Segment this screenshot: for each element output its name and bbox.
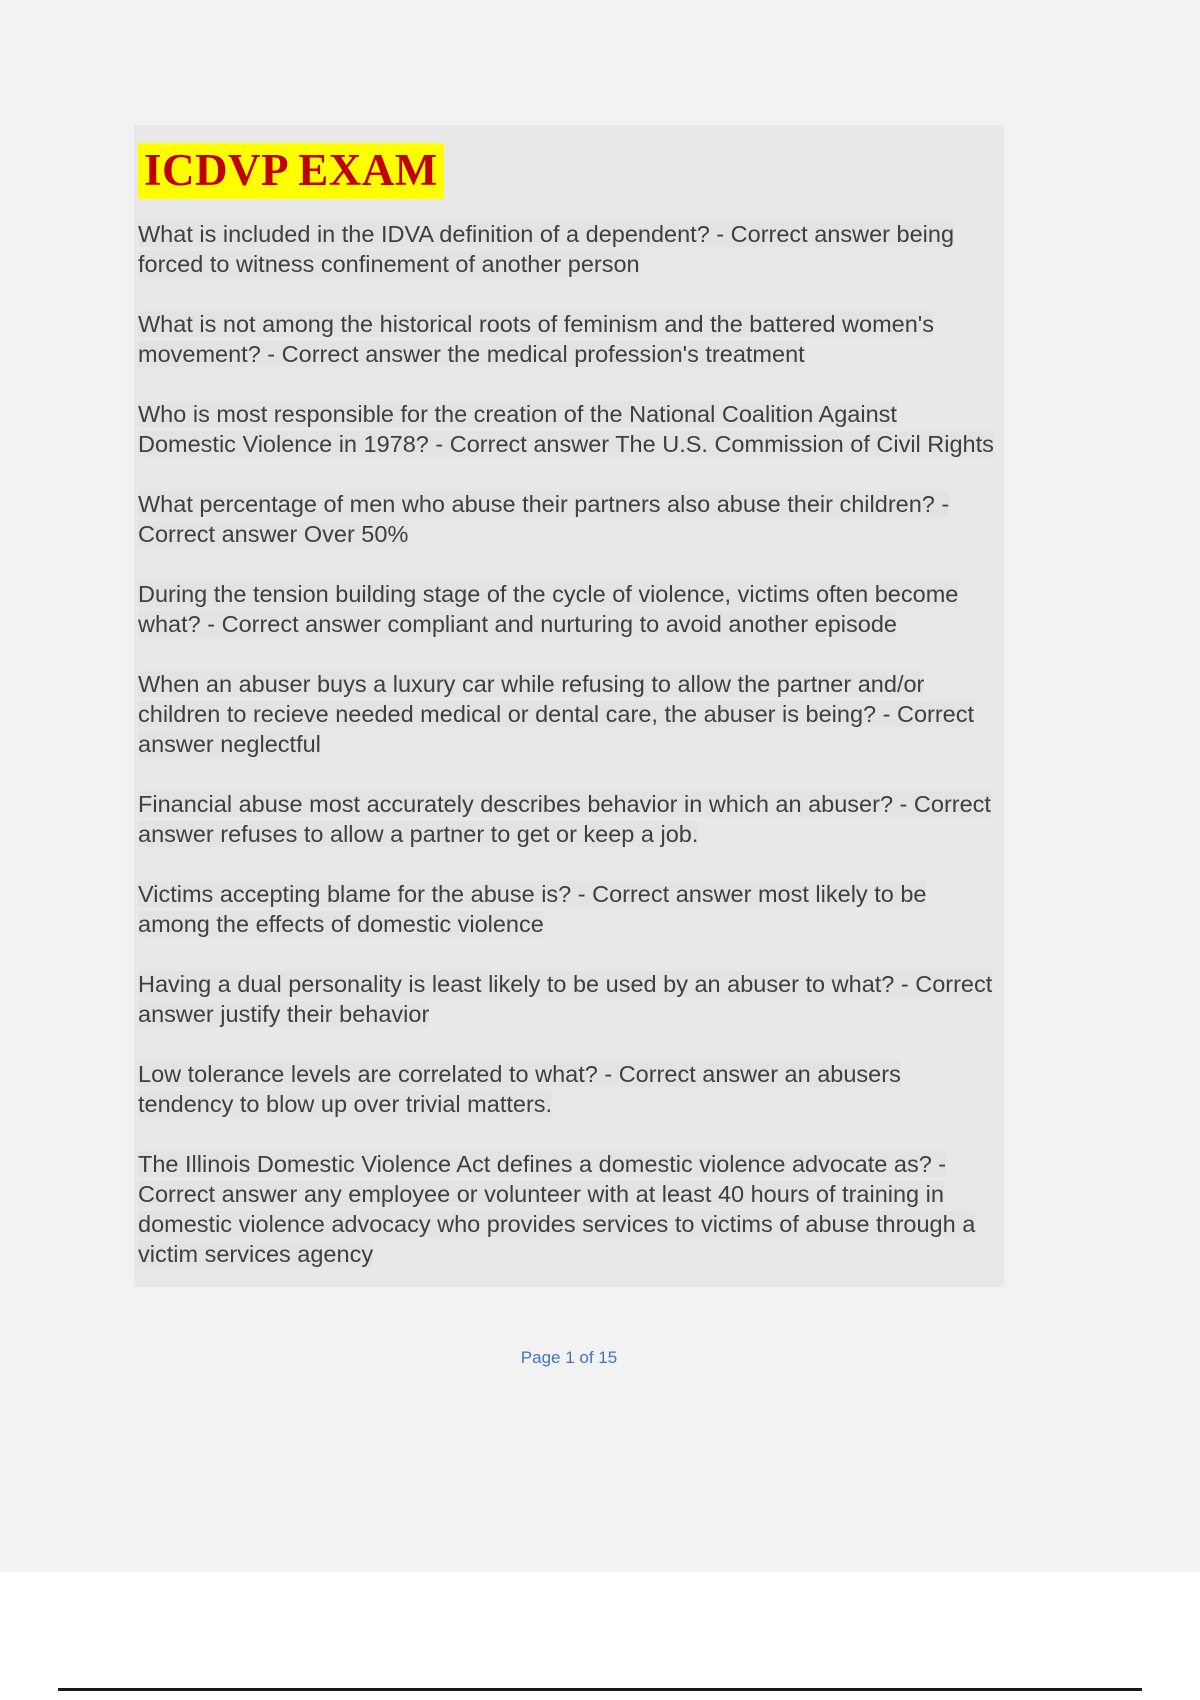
document-body bbox=[134, 125, 1004, 1287]
qa-text: Victims accepting blame for the abuse is? - Correct answer most likely to be among the effects of domestic violence bbox=[138, 881, 927, 938]
qa-text: Having a dual personality is least likely to be used by an abuser to what? - Correct answer justify their behavior bbox=[138, 971, 993, 1028]
page-footer bbox=[134, 1348, 1004, 1368]
list-item bbox=[134, 1149, 1004, 1269]
bottom-divider bbox=[58, 1688, 1142, 1691]
qa-text: During the tension building stage of the cycle of violence, victims often become what? - Correct answer compliant and nurturing to avoid another episode bbox=[138, 581, 959, 638]
qa-text: When an abuser buys a luxury car while refusing to allow the partner and/or children to recieve needed medical or dental care, the abuser is being? - Correct answer neglectful bbox=[138, 671, 975, 758]
list-item bbox=[134, 489, 1004, 549]
bottom-whitespace bbox=[0, 1572, 1200, 1700]
title-container bbox=[134, 125, 1004, 205]
qa-text: What is not among the historical roots of feminism and the battered women's movement? - Correct answer the medical profession's treatment bbox=[138, 311, 935, 368]
question-answer-list bbox=[134, 205, 1004, 1287]
qa-text: What percentage of men who abuse their partners also abuse their children? - Correct answer Over 50% bbox=[138, 491, 950, 548]
list-item bbox=[134, 309, 1004, 369]
list-item bbox=[134, 399, 1004, 459]
qa-text: Who is most responsible for the creation of the National Coalition Against Domestic Violence in 1978? - Correct answer The U.S. Commission of Civil Rights bbox=[138, 401, 994, 458]
list-item bbox=[134, 1059, 1004, 1119]
list-item bbox=[134, 579, 1004, 639]
list-item bbox=[134, 969, 1004, 1029]
list-item bbox=[134, 669, 1004, 759]
page-number: Page 1 of 15 bbox=[520, 1348, 618, 1367]
list-item bbox=[134, 219, 1004, 279]
qa-text: What is included in the IDVA definition of a dependent? - Correct answer being forced to witness confinement of another person bbox=[138, 221, 955, 278]
list-item bbox=[134, 789, 1004, 849]
page-title: ICDVP EXAM bbox=[138, 143, 444, 199]
list-item bbox=[134, 879, 1004, 939]
qa-text: The Illinois Domestic Violence Act defines a domestic violence advocate as? - Correct answer any employee or volunteer with at least 40 hours of training in domestic violence advocacy who provides services to victims of abuse through a victim services agency bbox=[138, 1151, 976, 1268]
qa-text: Financial abuse most accurately describes behavior in which an abuser? - Correct answer refuses to allow a partner to get or keep a job. bbox=[138, 791, 991, 848]
qa-text: Low tolerance levels are correlated to what? - Correct answer an abusers tendency to blow up over trivial matters. bbox=[138, 1061, 901, 1118]
